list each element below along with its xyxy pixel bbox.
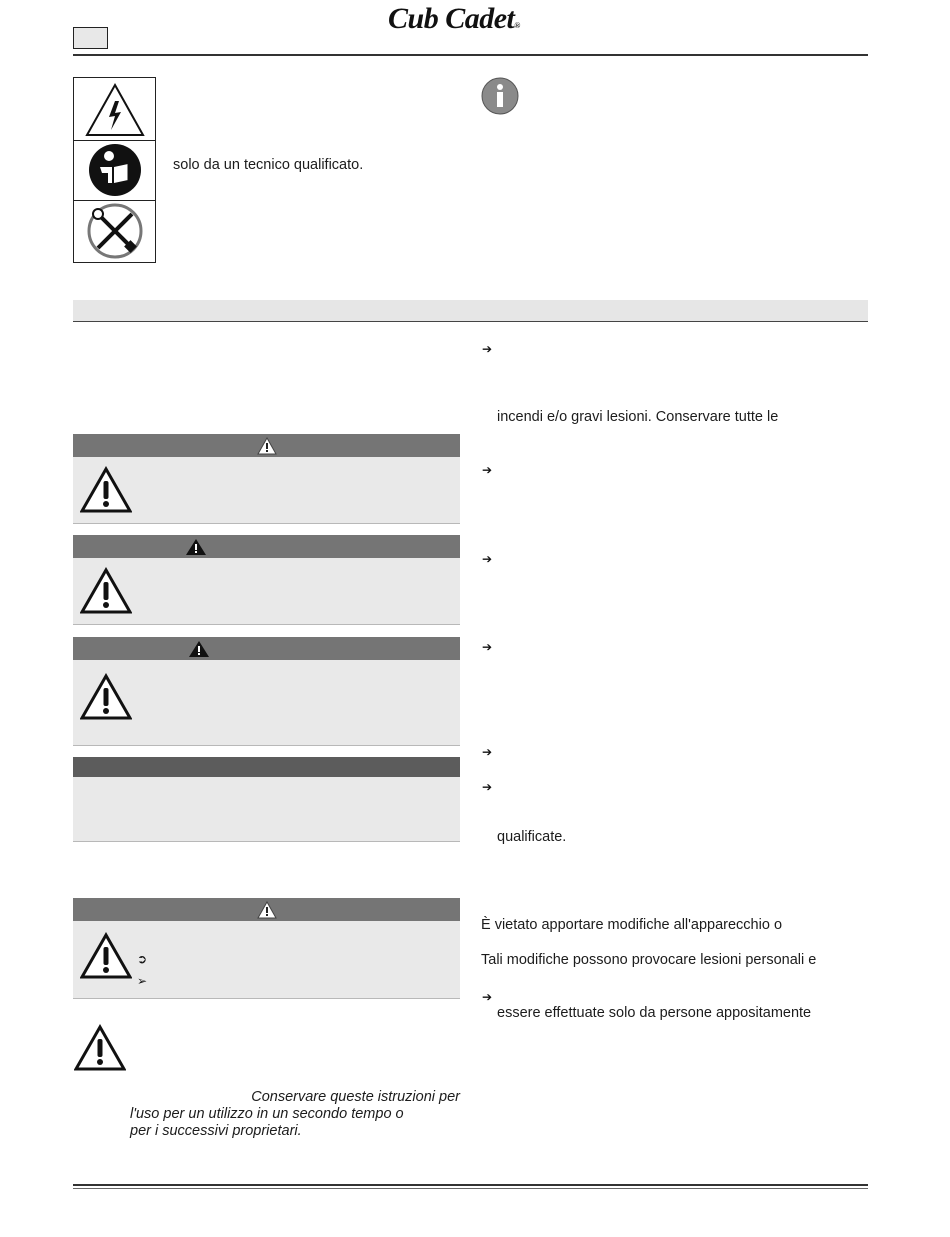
note-box xyxy=(73,757,460,842)
warning-triangle-icon xyxy=(80,466,132,514)
symbol-table xyxy=(73,77,156,263)
note-line: Conservare queste istruzioni per xyxy=(251,1089,460,1105)
read-manual-icon xyxy=(74,140,155,201)
page-number-box xyxy=(73,27,108,49)
arrow-bullet: ➔ xyxy=(482,342,493,356)
warning-triangle-icon xyxy=(80,932,132,980)
warning-box-warning xyxy=(73,535,460,625)
warning-triangle-icon xyxy=(74,1024,126,1072)
arrow-bullet: ➔ xyxy=(482,640,493,654)
arrow-bullet: ➔ xyxy=(482,990,493,1004)
note-line: l'uso per un utilizzo in un secondo tempo o xyxy=(130,1106,404,1122)
fire-injury-text: incendi e/o gravi lesioni. Conservare tutte le xyxy=(497,409,779,425)
warning-small-icon xyxy=(188,640,210,658)
footer-rule xyxy=(73,1184,868,1186)
arrow-bullet: ➔ xyxy=(482,780,493,794)
note-line: per i successivi proprietari. xyxy=(130,1123,302,1139)
warning-box-header xyxy=(73,637,460,660)
warning-box-danger xyxy=(73,434,460,524)
keep-instructions-note xyxy=(130,1089,460,1140)
no-tools-icon xyxy=(74,200,155,262)
triangle-arrow-bullet: ➢ xyxy=(137,974,148,988)
qualified-technician-text: solo da un tecnico qualificato. xyxy=(173,157,364,173)
warning-box-caution xyxy=(73,637,460,746)
arrow-bullet: ➔ xyxy=(482,745,493,759)
arrow-bullet: ➔ xyxy=(482,552,493,566)
footer-rule-thin xyxy=(73,1188,868,1189)
electric-shock-icon xyxy=(74,78,155,141)
warning-small-icon xyxy=(185,538,207,556)
circle-arrow-bullet: ➲ xyxy=(137,952,148,966)
qualified-text: qualificate. xyxy=(497,829,567,845)
cub-cadet-logo: Cub Cadet® xyxy=(388,2,520,35)
arrow-bullet: ➔ xyxy=(482,463,493,477)
warning-box-header xyxy=(73,898,460,921)
header-rule xyxy=(73,54,868,56)
authorized-persons-text: essere effettuate solo da persone appositamente xyxy=(497,1005,812,1021)
modification-prohibited-text: È vietato apportare modifiche all'apparecchio o xyxy=(481,917,783,933)
warning-box-danger-2 xyxy=(73,898,460,999)
warning-triangle-icon xyxy=(80,567,132,615)
info-icon xyxy=(481,77,519,119)
warning-box-header xyxy=(73,434,460,457)
modification-injury-text: Tali modifiche possono provocare lesioni personali e xyxy=(481,952,817,968)
section-heading-band xyxy=(73,300,868,322)
note-box-header xyxy=(73,757,460,777)
warning-small-icon xyxy=(257,901,277,919)
warning-small-icon xyxy=(257,437,277,455)
warning-box-header xyxy=(73,535,460,558)
warning-triangle-icon xyxy=(80,673,132,721)
